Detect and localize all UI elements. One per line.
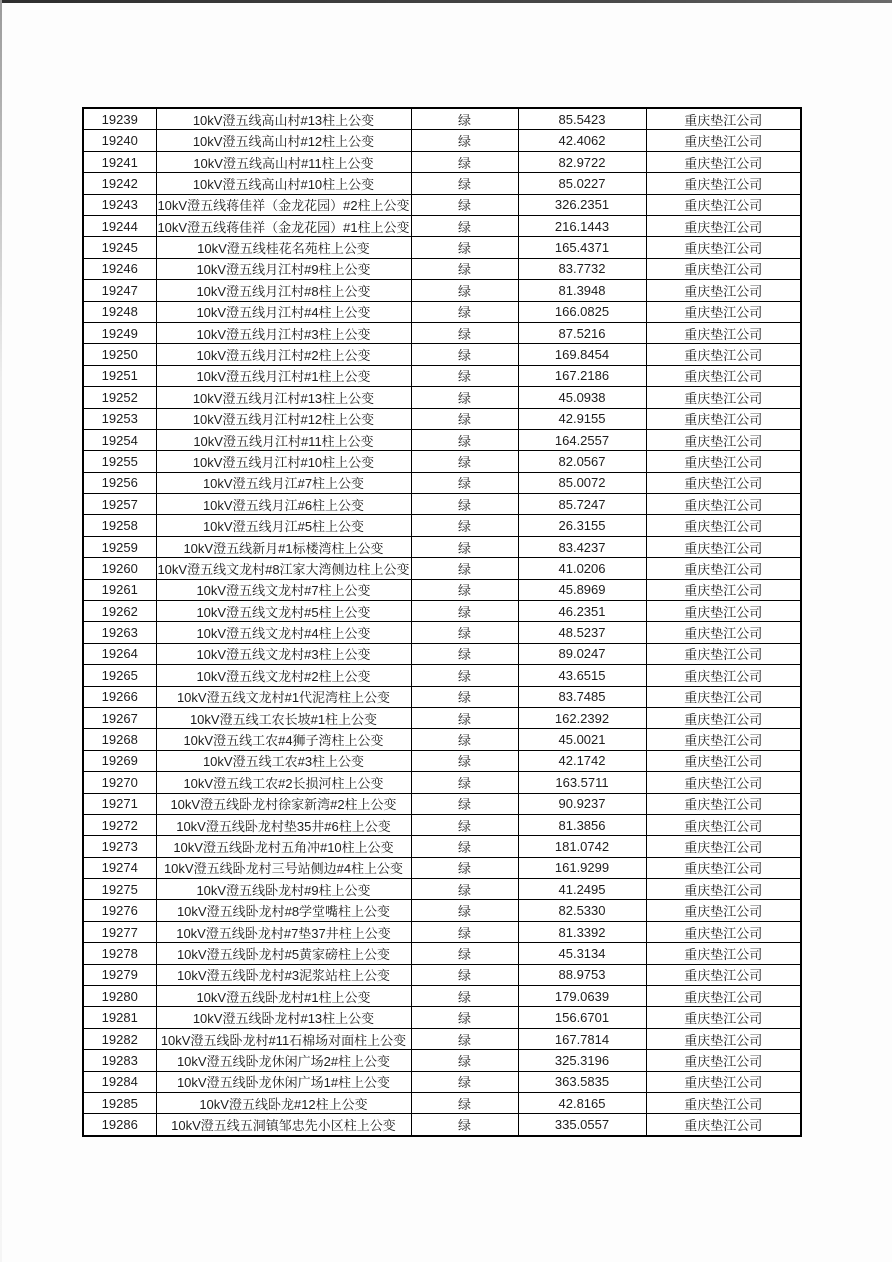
row-value-cell: 216.1443 — [518, 215, 646, 236]
row-company-cell: 重庆垫江公司 — [646, 280, 801, 301]
table-row — [83, 1007, 801, 1028]
row-status-cell: 绿 — [411, 686, 518, 707]
row-status-cell: 绿 — [411, 344, 518, 365]
row-value-cell: 45.3134 — [518, 943, 646, 964]
row-status-cell: 绿 — [411, 429, 518, 450]
table-row — [83, 1093, 801, 1114]
row-id-cell: 19241 — [83, 151, 156, 172]
row-value-cell: 335.0557 — [518, 1114, 646, 1136]
row-company-cell: 重庆垫江公司 — [646, 322, 801, 343]
table-row — [83, 515, 801, 536]
row-company-cell: 重庆垫江公司 — [646, 237, 801, 258]
table-row — [83, 921, 801, 942]
row-name-cell: 10kV澄五线蒋佳祥（金龙花园）#2柱上公变 — [156, 194, 411, 215]
row-company-cell: 重庆垫江公司 — [646, 622, 801, 643]
row-name-cell: 10kV澄五线卧龙村#5黄家磅柱上公变 — [156, 943, 411, 964]
row-company-cell: 重庆垫江公司 — [646, 964, 801, 985]
row-name-cell: 10kV澄五线月江#7柱上公变 — [156, 472, 411, 493]
row-name-cell: 10kV澄五线卧龙村#7垫37井柱上公变 — [156, 921, 411, 942]
row-value-cell: 42.8165 — [518, 1093, 646, 1114]
table-row — [83, 707, 801, 728]
row-value-cell: 41.0206 — [518, 558, 646, 579]
row-id-cell: 19254 — [83, 429, 156, 450]
row-company-cell: 重庆垫江公司 — [646, 173, 801, 194]
row-id-cell: 19269 — [83, 750, 156, 771]
row-id-cell: 19253 — [83, 408, 156, 429]
row-status-cell: 绿 — [411, 1114, 518, 1136]
row-value-cell: 85.0072 — [518, 472, 646, 493]
row-company-cell: 重庆垫江公司 — [646, 494, 801, 515]
row-id-cell: 19265 — [83, 665, 156, 686]
row-status-cell: 绿 — [411, 750, 518, 771]
row-name-cell: 10kV澄五线卧龙村三号站侧边#4柱上公变 — [156, 857, 411, 878]
row-company-cell: 重庆垫江公司 — [646, 665, 801, 686]
row-name-cell: 10kV澄五线卧龙#12柱上公变 — [156, 1093, 411, 1114]
row-value-cell: 82.0567 — [518, 451, 646, 472]
table-row — [83, 1071, 801, 1092]
row-name-cell: 10kV澄五线卧龙村垫35井#6柱上公变 — [156, 814, 411, 835]
row-value-cell: 164.2557 — [518, 429, 646, 450]
row-company-cell: 重庆垫江公司 — [646, 1028, 801, 1049]
table-row — [83, 365, 801, 386]
row-id-cell: 19279 — [83, 964, 156, 985]
row-status-cell: 绿 — [411, 280, 518, 301]
row-company-cell: 重庆垫江公司 — [646, 1114, 801, 1136]
row-company-cell: 重庆垫江公司 — [646, 729, 801, 750]
row-status-cell: 绿 — [411, 558, 518, 579]
row-name-cell: 10kV澄五线工农长坡#1柱上公变 — [156, 707, 411, 728]
row-status-cell: 绿 — [411, 1028, 518, 1049]
row-status-cell: 绿 — [411, 194, 518, 215]
row-status-cell: 绿 — [411, 1007, 518, 1028]
row-name-cell: 10kV澄五线卧龙村五角冲#10柱上公变 — [156, 836, 411, 857]
row-value-cell: 82.9722 — [518, 151, 646, 172]
row-name-cell: 10kV澄五线文龙村#4柱上公变 — [156, 622, 411, 643]
row-value-cell: 83.7485 — [518, 686, 646, 707]
row-status-cell: 绿 — [411, 472, 518, 493]
row-company-cell: 重庆垫江公司 — [646, 750, 801, 771]
row-status-cell: 绿 — [411, 237, 518, 258]
row-status-cell: 绿 — [411, 258, 518, 279]
row-value-cell: 165.4371 — [518, 237, 646, 258]
row-id-cell: 19263 — [83, 622, 156, 643]
row-name-cell: 10kV澄五线工农#4狮子湾柱上公变 — [156, 729, 411, 750]
row-id-cell: 19283 — [83, 1050, 156, 1071]
row-id-cell: 19259 — [83, 536, 156, 557]
row-company-cell: 重庆垫江公司 — [646, 707, 801, 728]
row-status-cell: 绿 — [411, 707, 518, 728]
row-company-cell: 重庆垫江公司 — [646, 301, 801, 322]
row-status-cell: 绿 — [411, 643, 518, 664]
row-company-cell: 重庆垫江公司 — [646, 579, 801, 600]
page-left-edge — [0, 0, 2, 1262]
row-name-cell: 10kV澄五线卧龙村#8学堂嘴柱上公变 — [156, 900, 411, 921]
row-value-cell: 46.2351 — [518, 601, 646, 622]
row-status-cell: 绿 — [411, 1071, 518, 1092]
row-name-cell: 10kV澄五线文龙村#2柱上公变 — [156, 665, 411, 686]
row-name-cell: 10kV澄五线月江村#8柱上公变 — [156, 280, 411, 301]
row-value-cell: 88.9753 — [518, 964, 646, 985]
table-row — [83, 173, 801, 194]
row-status-cell: 绿 — [411, 857, 518, 878]
table-row — [83, 750, 801, 771]
row-company-cell: 重庆垫江公司 — [646, 408, 801, 429]
row-value-cell: 169.8454 — [518, 344, 646, 365]
row-status-cell: 绿 — [411, 408, 518, 429]
row-value-cell: 83.7732 — [518, 258, 646, 279]
row-name-cell: 10kV澄五线文龙村#5柱上公变 — [156, 601, 411, 622]
table-row — [83, 857, 801, 878]
table-row — [83, 943, 801, 964]
row-value-cell: 43.6515 — [518, 665, 646, 686]
table-row — [83, 1028, 801, 1049]
row-company-cell: 重庆垫江公司 — [646, 258, 801, 279]
table-row — [83, 964, 801, 985]
row-value-cell: 156.6701 — [518, 1007, 646, 1028]
row-name-cell: 10kV澄五线文龙村#1代泥湾柱上公变 — [156, 686, 411, 707]
row-name-cell: 10kV澄五线卧龙村#9柱上公变 — [156, 879, 411, 900]
row-status-cell: 绿 — [411, 579, 518, 600]
row-company-cell: 重庆垫江公司 — [646, 429, 801, 450]
row-value-cell: 326.2351 — [518, 194, 646, 215]
row-id-cell: 19284 — [83, 1071, 156, 1092]
table-row — [83, 686, 801, 707]
row-name-cell: 10kV澄五线月江#5柱上公变 — [156, 515, 411, 536]
row-name-cell: 10kV澄五线月江村#4柱上公变 — [156, 301, 411, 322]
row-company-cell: 重庆垫江公司 — [646, 686, 801, 707]
row-id-cell: 19281 — [83, 1007, 156, 1028]
row-id-cell: 19247 — [83, 280, 156, 301]
row-status-cell: 绿 — [411, 173, 518, 194]
table-row — [83, 429, 801, 450]
row-status-cell: 绿 — [411, 601, 518, 622]
row-status-cell: 绿 — [411, 814, 518, 835]
row-value-cell: 42.9155 — [518, 408, 646, 429]
table-row — [83, 494, 801, 515]
row-company-cell: 重庆垫江公司 — [646, 536, 801, 557]
table-row — [83, 986, 801, 1007]
row-status-cell: 绿 — [411, 879, 518, 900]
row-name-cell: 10kV澄五线月江村#10柱上公变 — [156, 451, 411, 472]
row-name-cell: 10kV澄五线蒋佳祥（金龙花园）#1柱上公变 — [156, 215, 411, 236]
row-name-cell: 10kV澄五线卧龙村#11石棉场对面柱上公变 — [156, 1028, 411, 1049]
row-name-cell: 10kV澄五线高山村#12柱上公变 — [156, 130, 411, 151]
row-id-cell: 19246 — [83, 258, 156, 279]
table-row — [83, 344, 801, 365]
row-name-cell: 10kV澄五线五洞镇邹忠先小区柱上公变 — [156, 1114, 411, 1136]
table-row — [83, 1114, 801, 1136]
row-status-cell: 绿 — [411, 1050, 518, 1071]
row-value-cell: 87.5216 — [518, 322, 646, 343]
table-row — [83, 643, 801, 664]
row-status-cell: 绿 — [411, 365, 518, 386]
row-value-cell: 45.8969 — [518, 579, 646, 600]
row-status-cell: 绿 — [411, 108, 518, 130]
row-status-cell: 绿 — [411, 151, 518, 172]
row-company-cell: 重庆垫江公司 — [646, 879, 801, 900]
table-row — [83, 793, 801, 814]
transformer-table — [82, 107, 802, 1137]
row-name-cell: 10kV澄五线卧龙村徐家新湾#2柱上公变 — [156, 793, 411, 814]
row-company-cell: 重庆垫江公司 — [646, 558, 801, 579]
row-id-cell: 19250 — [83, 344, 156, 365]
row-company-cell: 重庆垫江公司 — [646, 943, 801, 964]
row-id-cell: 19261 — [83, 579, 156, 600]
row-id-cell: 19273 — [83, 836, 156, 857]
row-company-cell: 重庆垫江公司 — [646, 130, 801, 151]
table-row — [83, 322, 801, 343]
row-value-cell: 48.5237 — [518, 622, 646, 643]
row-company-cell: 重庆垫江公司 — [646, 1093, 801, 1114]
row-name-cell: 10kV澄五线卧龙村#1柱上公变 — [156, 986, 411, 1007]
table-row — [83, 879, 801, 900]
table-row — [83, 301, 801, 322]
row-id-cell: 19243 — [83, 194, 156, 215]
row-status-cell: 绿 — [411, 964, 518, 985]
row-name-cell: 10kV澄五线月江村#12柱上公变 — [156, 408, 411, 429]
table-row — [83, 130, 801, 151]
table-row — [83, 814, 801, 835]
row-company-cell: 重庆垫江公司 — [646, 1007, 801, 1028]
row-value-cell: 45.0938 — [518, 387, 646, 408]
row-company-cell: 重庆垫江公司 — [646, 857, 801, 878]
table-row — [83, 622, 801, 643]
row-id-cell: 19271 — [83, 793, 156, 814]
row-value-cell: 325.3196 — [518, 1050, 646, 1071]
row-name-cell: 10kV澄五线月江村#2柱上公变 — [156, 344, 411, 365]
row-id-cell: 19251 — [83, 365, 156, 386]
row-id-cell: 19249 — [83, 322, 156, 343]
row-company-cell: 重庆垫江公司 — [646, 344, 801, 365]
row-name-cell: 10kV澄五线高山村#11柱上公变 — [156, 151, 411, 172]
row-id-cell: 19267 — [83, 707, 156, 728]
row-name-cell: 10kV澄五线桂花名苑柱上公变 — [156, 237, 411, 258]
row-company-cell: 重庆垫江公司 — [646, 793, 801, 814]
transformer-table-body — [83, 108, 801, 1136]
row-status-cell: 绿 — [411, 836, 518, 857]
table-row — [83, 729, 801, 750]
table-row — [83, 108, 801, 130]
row-status-cell: 绿 — [411, 494, 518, 515]
row-value-cell: 85.7247 — [518, 494, 646, 515]
row-value-cell: 181.0742 — [518, 836, 646, 857]
row-name-cell: 10kV澄五线高山村#13柱上公变 — [156, 108, 411, 130]
row-status-cell: 绿 — [411, 515, 518, 536]
row-value-cell: 41.2495 — [518, 879, 646, 900]
row-name-cell: 10kV澄五线工农#2长损河柱上公变 — [156, 772, 411, 793]
row-value-cell: 89.0247 — [518, 643, 646, 664]
row-name-cell: 10kV澄五线卧龙休闲广场2#柱上公变 — [156, 1050, 411, 1071]
row-id-cell: 19272 — [83, 814, 156, 835]
row-id-cell: 19270 — [83, 772, 156, 793]
row-value-cell: 166.0825 — [518, 301, 646, 322]
row-status-cell: 绿 — [411, 387, 518, 408]
row-status-cell: 绿 — [411, 451, 518, 472]
row-name-cell: 10kV澄五线工农#3柱上公变 — [156, 750, 411, 771]
row-company-cell: 重庆垫江公司 — [646, 986, 801, 1007]
row-status-cell: 绿 — [411, 301, 518, 322]
row-company-cell: 重庆垫江公司 — [646, 601, 801, 622]
row-status-cell: 绿 — [411, 1093, 518, 1114]
row-id-cell: 19285 — [83, 1093, 156, 1114]
table-row — [83, 472, 801, 493]
table-row — [83, 451, 801, 472]
row-value-cell: 179.0639 — [518, 986, 646, 1007]
row-value-cell: 161.9299 — [518, 857, 646, 878]
row-id-cell: 19277 — [83, 921, 156, 942]
row-company-cell: 重庆垫江公司 — [646, 365, 801, 386]
row-value-cell: 81.3392 — [518, 921, 646, 942]
row-company-cell: 重庆垫江公司 — [646, 151, 801, 172]
row-name-cell: 10kV澄五线文龙村#3柱上公变 — [156, 643, 411, 664]
row-id-cell: 19268 — [83, 729, 156, 750]
row-id-cell: 19239 — [83, 108, 156, 130]
row-status-cell: 绿 — [411, 943, 518, 964]
row-company-cell: 重庆垫江公司 — [646, 900, 801, 921]
row-company-cell: 重庆垫江公司 — [646, 1071, 801, 1092]
row-id-cell: 19266 — [83, 686, 156, 707]
table-row — [83, 558, 801, 579]
row-status-cell: 绿 — [411, 536, 518, 557]
page-top-edge — [0, 0, 892, 3]
row-value-cell: 162.2392 — [518, 707, 646, 728]
row-status-cell: 绿 — [411, 665, 518, 686]
table-row — [83, 665, 801, 686]
table-row — [83, 1050, 801, 1071]
row-company-cell: 重庆垫江公司 — [646, 772, 801, 793]
row-company-cell: 重庆垫江公司 — [646, 451, 801, 472]
table-row — [83, 536, 801, 557]
table-row — [83, 258, 801, 279]
row-company-cell: 重庆垫江公司 — [646, 643, 801, 664]
row-value-cell: 83.4237 — [518, 536, 646, 557]
row-id-cell: 19252 — [83, 387, 156, 408]
row-value-cell: 167.2186 — [518, 365, 646, 386]
row-id-cell: 19286 — [83, 1114, 156, 1136]
row-company-cell: 重庆垫江公司 — [646, 194, 801, 215]
row-name-cell: 10kV澄五线月江#6柱上公变 — [156, 494, 411, 515]
row-value-cell: 45.0021 — [518, 729, 646, 750]
table-row — [83, 215, 801, 236]
row-status-cell: 绿 — [411, 322, 518, 343]
row-company-cell: 重庆垫江公司 — [646, 108, 801, 130]
row-id-cell: 19258 — [83, 515, 156, 536]
row-id-cell: 19240 — [83, 130, 156, 151]
row-name-cell: 10kV澄五线月江村#9柱上公变 — [156, 258, 411, 279]
row-value-cell: 26.3155 — [518, 515, 646, 536]
row-name-cell: 10kV澄五线月江村#3柱上公变 — [156, 322, 411, 343]
row-id-cell: 19282 — [83, 1028, 156, 1049]
table-row — [83, 579, 801, 600]
row-id-cell: 19244 — [83, 215, 156, 236]
row-id-cell: 19274 — [83, 857, 156, 878]
row-value-cell: 82.5330 — [518, 900, 646, 921]
row-name-cell: 10kV澄五线文龙村#7柱上公变 — [156, 579, 411, 600]
table-row — [83, 237, 801, 258]
row-id-cell: 19276 — [83, 900, 156, 921]
row-name-cell: 10kV澄五线卧龙村#3泥浆站柱上公变 — [156, 964, 411, 985]
table-row — [83, 151, 801, 172]
row-id-cell: 19248 — [83, 301, 156, 322]
row-company-cell: 重庆垫江公司 — [646, 472, 801, 493]
row-status-cell: 绿 — [411, 622, 518, 643]
table-row — [83, 900, 801, 921]
row-value-cell: 163.5711 — [518, 772, 646, 793]
row-id-cell: 19257 — [83, 494, 156, 515]
row-name-cell: 10kV澄五线月江村#13柱上公变 — [156, 387, 411, 408]
row-value-cell: 81.3948 — [518, 280, 646, 301]
row-name-cell: 10kV澄五线高山村#10柱上公变 — [156, 173, 411, 194]
row-status-cell: 绿 — [411, 793, 518, 814]
row-status-cell: 绿 — [411, 729, 518, 750]
row-value-cell: 81.3856 — [518, 814, 646, 835]
row-id-cell: 19242 — [83, 173, 156, 194]
row-value-cell: 85.0227 — [518, 173, 646, 194]
row-id-cell: 19256 — [83, 472, 156, 493]
row-company-cell: 重庆垫江公司 — [646, 215, 801, 236]
table-row — [83, 280, 801, 301]
row-company-cell: 重庆垫江公司 — [646, 921, 801, 942]
row-name-cell: 10kV澄五线新月#1标楼湾柱上公变 — [156, 536, 411, 557]
row-value-cell: 90.9237 — [518, 793, 646, 814]
row-name-cell: 10kV澄五线月江村#1柱上公变 — [156, 365, 411, 386]
row-company-cell: 重庆垫江公司 — [646, 515, 801, 536]
row-id-cell: 19255 — [83, 451, 156, 472]
table-row — [83, 194, 801, 215]
row-status-cell: 绿 — [411, 215, 518, 236]
row-id-cell: 19278 — [83, 943, 156, 964]
row-company-cell: 重庆垫江公司 — [646, 836, 801, 857]
row-id-cell: 19245 — [83, 237, 156, 258]
row-name-cell: 10kV澄五线月江村#11柱上公变 — [156, 429, 411, 450]
row-value-cell: 42.1742 — [518, 750, 646, 771]
table-row — [83, 772, 801, 793]
row-value-cell: 42.4062 — [518, 130, 646, 151]
row-status-cell: 绿 — [411, 986, 518, 1007]
table-row — [83, 836, 801, 857]
row-status-cell: 绿 — [411, 921, 518, 942]
row-value-cell: 85.5423 — [518, 108, 646, 130]
row-company-cell: 重庆垫江公司 — [646, 1050, 801, 1071]
row-id-cell: 19280 — [83, 986, 156, 1007]
row-company-cell: 重庆垫江公司 — [646, 814, 801, 835]
row-company-cell: 重庆垫江公司 — [646, 387, 801, 408]
row-status-cell: 绿 — [411, 772, 518, 793]
table-row — [83, 387, 801, 408]
row-name-cell: 10kV澄五线卧龙村#13柱上公变 — [156, 1007, 411, 1028]
row-status-cell: 绿 — [411, 900, 518, 921]
row-value-cell: 363.5835 — [518, 1071, 646, 1092]
row-id-cell: 19262 — [83, 601, 156, 622]
table-row — [83, 408, 801, 429]
row-status-cell: 绿 — [411, 130, 518, 151]
row-id-cell: 19275 — [83, 879, 156, 900]
row-name-cell: 10kV澄五线文龙村#8江家大湾侧边柱上公变 — [156, 558, 411, 579]
row-value-cell: 167.7814 — [518, 1028, 646, 1049]
row-id-cell: 19264 — [83, 643, 156, 664]
row-name-cell: 10kV澄五线卧龙休闲广场1#柱上公变 — [156, 1071, 411, 1092]
table-row — [83, 601, 801, 622]
row-id-cell: 19260 — [83, 558, 156, 579]
